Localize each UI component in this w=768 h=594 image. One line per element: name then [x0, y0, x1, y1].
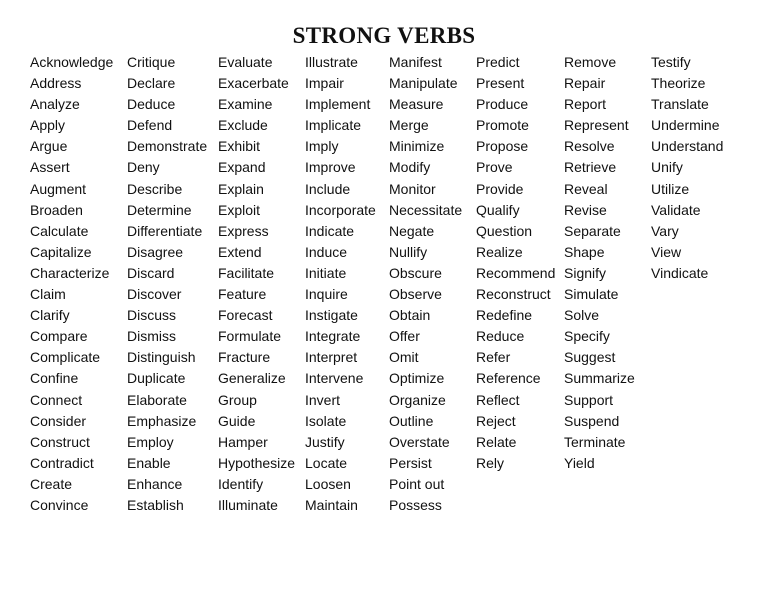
verb-item: Maintain — [305, 496, 358, 513]
verb-item: Question — [476, 222, 533, 239]
verb-item: Suspend — [564, 412, 620, 429]
verb-item: Contradict — [30, 454, 94, 471]
verb-item: Promote — [476, 117, 529, 134]
verb-item: Include — [305, 180, 351, 197]
verb-item: Connect — [30, 391, 83, 408]
verb-item: Predict — [476, 54, 520, 70]
verb-item: Resolve — [564, 138, 615, 155]
verb-item: Manipulate — [389, 75, 458, 92]
verb-item: Deduce — [127, 96, 176, 113]
verb-item: Critique — [127, 54, 176, 70]
verb-item: Capitalize — [30, 243, 92, 260]
verb-column-7 — [564, 52, 635, 474]
verb-item: Obscure — [389, 264, 442, 281]
verb-item: Impair — [305, 75, 344, 92]
verb-item: Broaden — [30, 201, 83, 218]
verb-item: Argue — [30, 138, 68, 155]
verb-item: Forecast — [218, 307, 273, 324]
verb-item: Relate — [476, 433, 517, 450]
verb-item: Terminate — [564, 433, 626, 450]
verb-item: Construct — [30, 433, 90, 450]
verb-item: Imply — [305, 138, 339, 155]
verb-item: Explain — [218, 180, 264, 197]
verb-item: Improve — [305, 159, 356, 176]
verb-item: Point out — [389, 475, 445, 492]
verb-item: Support — [564, 391, 614, 408]
verb-item: View — [651, 243, 682, 260]
verb-item: Validate — [651, 201, 701, 218]
verb-item: Examine — [218, 96, 273, 113]
verb-item: Theorize — [651, 75, 706, 92]
verb-item: Initiate — [305, 264, 347, 281]
verb-item: Determine — [127, 201, 192, 218]
verb-item: Redefine — [476, 307, 533, 324]
page-title: STRONG VERBS — [292, 23, 476, 48]
verb-item: Offer — [389, 328, 420, 345]
verb-item: Complicate — [30, 349, 101, 366]
verb-item: Assert — [30, 159, 70, 176]
verb-item: Refer — [476, 349, 511, 366]
verb-item: Vary — [651, 222, 679, 239]
verb-item: Discover — [127, 286, 182, 303]
verb-item: Acknowledge — [30, 54, 114, 70]
verb-item: Invert — [305, 391, 341, 408]
verb-item: Formulate — [218, 328, 282, 345]
verb-column-8 — [651, 52, 723, 284]
verb-item: Employ — [127, 433, 174, 450]
verb-item: Implement — [305, 96, 371, 113]
verb-item: Manifest — [389, 54, 442, 70]
verb-item: Solve — [564, 307, 600, 324]
verb-item: Reject — [476, 412, 516, 429]
verb-item: Hamper — [218, 433, 268, 450]
verb-item: Exclude — [218, 117, 268, 134]
verb-item: Merge — [389, 117, 429, 134]
verb-column-3 — [218, 52, 295, 516]
verb-item: Calculate — [30, 222, 89, 239]
verb-item: Negate — [389, 222, 435, 239]
verb-item: Repair — [564, 75, 606, 92]
verb-item: Suggest — [564, 349, 616, 366]
verb-item: Integrate — [305, 328, 361, 345]
verb-item: Claim — [30, 286, 66, 303]
verb-item: Utilize — [651, 180, 690, 197]
verb-item: Hypothesize — [218, 454, 296, 471]
verb-item: Enhance — [127, 475, 183, 492]
verb-item: Qualify — [476, 201, 520, 218]
verb-item: Recommend — [476, 264, 556, 281]
verb-item: Organize — [389, 391, 446, 408]
verb-item: Optimize — [389, 370, 445, 387]
verb-item: Feature — [218, 286, 267, 303]
verb-item: Represent — [564, 117, 629, 134]
verb-item: Guide — [218, 412, 256, 429]
verb-item: Nullify — [389, 243, 428, 260]
verb-item: Augment — [30, 180, 87, 197]
verb-item: Observe — [389, 286, 442, 303]
verb-item: Outline — [389, 412, 434, 429]
verb-item: Reference — [476, 370, 541, 387]
verb-item: Duplicate — [127, 370, 186, 387]
verb-item: Persist — [389, 454, 432, 471]
verb-item: Revise — [564, 201, 607, 218]
verb-item: Inquire — [305, 286, 348, 303]
verb-item: Remove — [564, 54, 617, 70]
verb-item: Create — [30, 475, 73, 492]
verb-item: Indicate — [305, 222, 355, 239]
verb-item: Compare — [30, 328, 88, 345]
verb-item: Reflect — [476, 391, 520, 408]
verb-item: Interpret — [305, 349, 358, 366]
verb-item: Reconstruct — [476, 286, 551, 303]
verb-item: Disagree — [127, 243, 184, 260]
verb-item: Measure — [389, 96, 444, 113]
verb-item: Discard — [127, 264, 175, 281]
verb-item: Address — [30, 75, 82, 92]
verb-item: Characterize — [30, 264, 110, 281]
verb-item: Realize — [476, 243, 523, 260]
verb-item: Summarize — [564, 370, 635, 387]
verb-item: Demonstrate — [127, 138, 208, 155]
verb-item: Exhibit — [218, 138, 261, 155]
verb-item: Omit — [389, 349, 419, 366]
verb-item: Prove — [476, 159, 513, 176]
verb-item: Propose — [476, 138, 529, 155]
verb-item: Shape — [564, 243, 605, 260]
verb-column-2 — [127, 52, 207, 516]
verb-item: Specify — [564, 328, 610, 345]
verb-item: Loosen — [305, 475, 351, 492]
verb-item: Rely — [476, 454, 505, 471]
verb-item: Modify — [389, 159, 431, 176]
verb-item: Implicate — [305, 117, 362, 134]
verb-item: Report — [564, 96, 607, 113]
verb-item: Emphasize — [127, 412, 197, 429]
verb-item: Fracture — [218, 349, 271, 366]
verb-item: Justify — [305, 433, 345, 450]
verb-item: Declare — [127, 75, 176, 92]
verb-item: Unify — [651, 159, 683, 176]
verb-item: Defend — [127, 117, 173, 134]
verb-item: Identify — [218, 475, 264, 492]
verb-item: Illuminate — [218, 496, 278, 513]
verb-item: Possess — [389, 496, 442, 513]
verb-item: Distinguish — [127, 349, 196, 366]
verb-column-6 — [476, 52, 555, 474]
verb-item: Simulate — [564, 286, 619, 303]
verb-item: Express — [218, 222, 269, 239]
verb-item: Obtain — [389, 307, 431, 324]
verb-item: Expand — [218, 159, 266, 176]
verb-item: Differentiate — [127, 222, 203, 239]
verb-item: Monitor — [389, 180, 436, 197]
verb-item: Present — [476, 75, 525, 92]
verb-item: Dismiss — [127, 328, 176, 345]
verb-item: Confine — [30, 370, 79, 387]
verb-item: Apply — [30, 117, 66, 134]
verb-item: Translate — [651, 96, 709, 113]
verb-item: Yield — [564, 454, 595, 471]
verb-item: Convince — [30, 496, 89, 513]
verb-item: Instigate — [305, 307, 358, 324]
verb-item: Reduce — [476, 328, 525, 345]
verb-item: Analyze — [30, 96, 80, 113]
verb-item: Separate — [564, 222, 621, 239]
verb-item: Minimize — [389, 138, 445, 155]
verb-item: Deny — [127, 159, 160, 176]
verb-item: Retrieve — [564, 159, 617, 176]
verb-item: Isolate — [305, 412, 347, 429]
verb-item: Vindicate — [651, 264, 709, 281]
verb-item: Understand — [651, 138, 724, 155]
verb-item: Necessitate — [389, 201, 463, 218]
verb-item: Signify — [564, 264, 607, 281]
verb-item: Overstate — [389, 433, 450, 450]
verb-item: Facilitate — [218, 264, 275, 281]
verb-item: Elaborate — [127, 391, 187, 408]
verb-column-1 — [30, 52, 113, 516]
verb-column-5 — [389, 52, 462, 516]
verb-item: Testify — [651, 54, 691, 70]
verb-item: Enable — [127, 454, 171, 471]
verb-item: Exacerbate — [218, 75, 289, 92]
verb-item: Intervene — [305, 370, 364, 387]
verb-item: Locate — [305, 454, 348, 471]
verb-item: Generalize — [218, 370, 286, 387]
verb-item: Group — [218, 391, 257, 408]
verb-column-4 — [305, 52, 376, 516]
verb-item: Extend — [218, 243, 262, 260]
verb-item: Clarify — [30, 307, 70, 324]
verb-item: Incorporate — [305, 201, 376, 218]
verb-item: Establish — [127, 496, 184, 513]
verb-item: Describe — [127, 180, 183, 197]
verb-item: Provide — [476, 180, 524, 197]
verb-item: Undermine — [651, 117, 720, 134]
verb-item: Evaluate — [218, 54, 273, 70]
verb-item: Reveal — [564, 180, 608, 197]
verb-item: Illustrate — [305, 54, 358, 70]
verb-item: Exploit — [218, 201, 261, 218]
verb-item: Discuss — [127, 307, 177, 324]
verb-item: Consider — [30, 412, 87, 429]
verb-item: Induce — [305, 243, 348, 260]
verb-item: Produce — [476, 96, 529, 113]
